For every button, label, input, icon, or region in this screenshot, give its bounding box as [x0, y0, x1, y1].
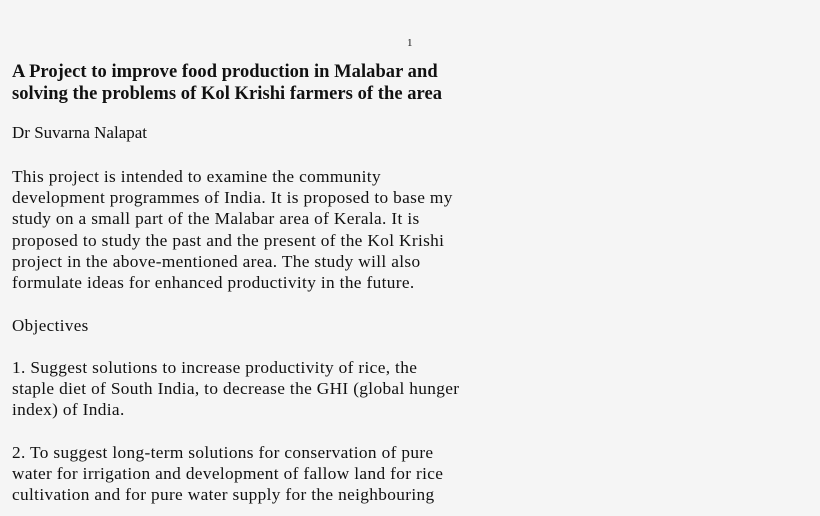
document-title	[12, 61, 442, 105]
text-line: 1. Suggest solutions to increase productivity of rice, the	[12, 358, 418, 377]
text-line: This project is intended to examine the community	[12, 167, 381, 186]
objective-1-paragraph	[12, 357, 459, 421]
text-line: water for irrigation and development of fallow land for rice	[12, 464, 444, 484]
title-line: solving the problems of Kol Krishi farmers of the area	[12, 84, 443, 104]
text-line: project in the above-mentioned area. The study will also	[12, 251, 421, 271]
text-line: cultivation and for pure water supply for the neighbouring	[12, 485, 435, 505]
text-line: index) of India.	[12, 400, 125, 420]
text-line: study on a small part of the Malabar area of Kerala. It is	[12, 209, 420, 229]
author-name: Dr Suvarna Nalapat	[12, 123, 148, 142]
page-number: 1	[407, 37, 413, 49]
text-line: formulate ideas for enhanced productivity in the future.	[12, 273, 415, 293]
objectives-heading: Objectives	[12, 316, 89, 335]
objective-2-paragraph	[12, 442, 443, 506]
text-line: staple diet of South India, to decrease the GHI (global hunger	[12, 379, 460, 399]
title-line: A Project to improve food production in Malabar and	[12, 62, 438, 82]
text-line: proposed to study the past and the present of the Kol Krishi	[12, 230, 445, 250]
intro-paragraph	[12, 166, 453, 293]
text-line: 2. To suggest long-term solutions for conservation of pure	[12, 443, 434, 462]
text-line: development programmes of India. It is proposed to base my	[12, 188, 453, 208]
